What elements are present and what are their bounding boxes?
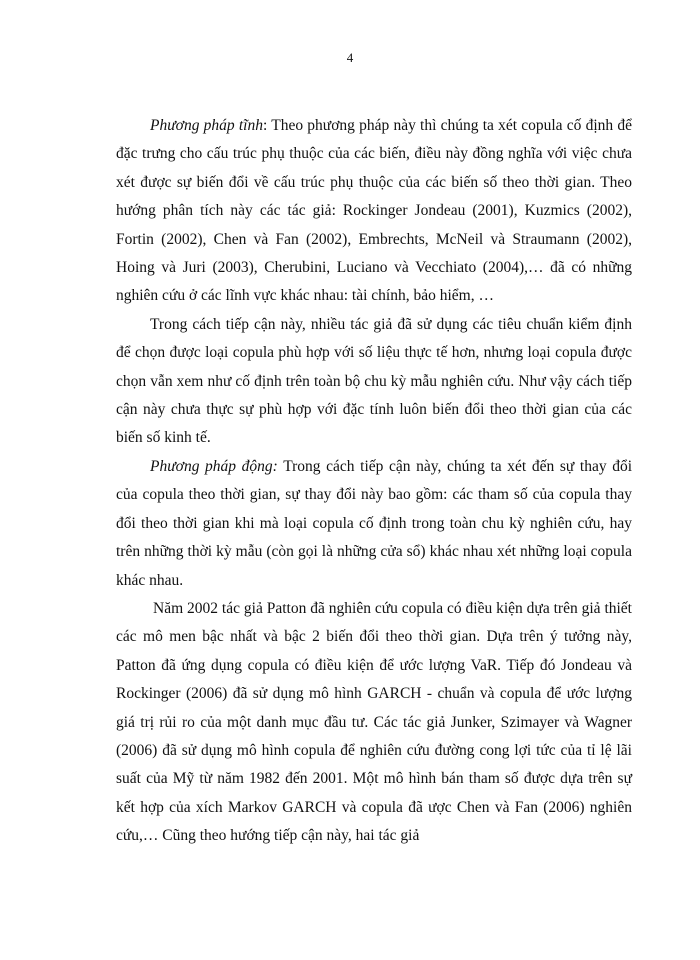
- paragraph-literature-review: [116, 595, 632, 851]
- paragraph-approach-limitations: [116, 311, 632, 453]
- document-body: [116, 112, 632, 851]
- static-method-text: Theo phương pháp này thì chúng ta xét copula cố định để đặc trưng cho cấu trúc phụ thuộc của các biến, điều này đồng nghĩa với việc chưa xét được sự biến đổi về cấu trúc phụ thuộc của các biến số theo thời gian. Theo hướng phân tích này các tác giả: Rockinger Jondeau (2001), Kuzmics (2002), Fortin (2002), Chen và Fan (2002), Embrechts, McNeil và Straumann (2002), Hoing và Juri (2003), Cherubini, Luciano và Vecchiato (2004),… đã có những nghiên cứu ở các lĩnh vực khác nhau: tài chính, bảo hiểm, …: [116, 117, 633, 305]
- page-number: 4: [346, 50, 354, 65]
- literature-review-text: Năm 2002 tác giả Patton đã nghiên cứu copula có điều kiện dựa trên giả thiết các mô men bậc nhất và bậc 2 biến đổi theo thời gian. Dựa trên ý tưởng này, Patton đã ứng dụng copula có điều kiện để ước lượng VaR. Tiếp đó Jondeau và Rockinger (2006) đã sử dụng mô hình GARCH - chuẩn và copula để ước lượng giá trị rủi ro của một danh mục đầu tư. Các tác giả Junker, Szimayer và Wagner (2006) đã sử dụng mô hình copula để nghiên cứu đường cong lợi tức của tỉ lệ lãi suất của Mỹ từ năm 1982 đến 2001. Một mô hình bán tham số được dựa trên sự kết hợp của xích Markov GARCH và copula đã ược Chen và Fan (2006) nghiên cứu,… Cũng theo hướng tiếp cận này, hai tác giả: [116, 599, 632, 845]
- dynamic-method-heading: Phương pháp động:: [150, 457, 278, 475]
- paragraph-dynamic-method: [116, 453, 632, 595]
- approach-limitations-text: Trong cách tiếp cận này, nhiều tác giả đã sử dụng các tiêu chuẩn kiểm định để chọn được loại copula phù hợp với số liệu thực tế hơn, nhưng loại copula được chọn vẫn xem như cố định trên toàn bộ chu kỳ mẫu nghiên cứu. Như vậy cách tiếp cận này chưa thực sự phù hợp với đặc tính luôn biến đổi theo thời gian của các biến số kinh tế.: [116, 315, 632, 447]
- static-method-heading: Phương pháp tĩnh: [150, 117, 263, 134]
- dynamic-method-text: Trong cách tiếp cận này, chúng ta xét đến sự thay đổi của copula theo thời gian, sự thay đổi này bao gồm: các tham số của copula thay đổi theo thời gian khi mà loại copula cố định trong toàn chu kỳ nghiên cứu, hay trên những thời kỳ mẫu (còn gọi là những cửa sổ) khác nhau xét những loại copula khác nhau.: [116, 457, 632, 589]
- static-method-heading-separator: :: [262, 117, 272, 134]
- paragraph-static-method: [116, 112, 632, 311]
